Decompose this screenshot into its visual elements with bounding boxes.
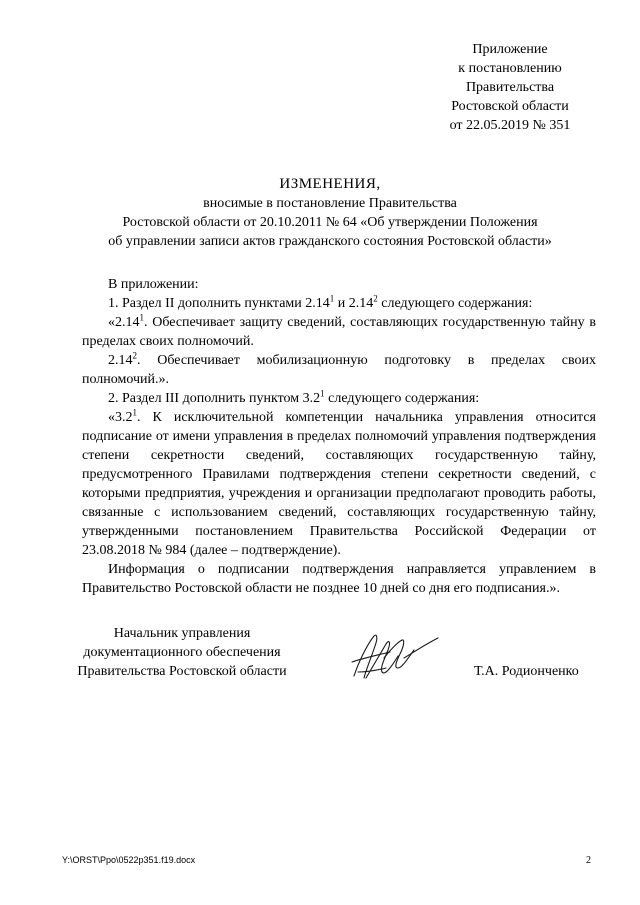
appendix-line: от 22.05.2019 № 351 — [449, 118, 571, 133]
paragraph-2-14-2 — [82, 351, 596, 389]
text-run: следующего содержания: — [377, 296, 533, 311]
file-path: Y:\ORST\Ppo\0522p351.f19.docx — [62, 855, 196, 865]
appendix-line: Ростовской области — [451, 99, 569, 114]
text-run: и 2.14 — [334, 296, 374, 311]
appendix-line: к постановлению — [458, 61, 562, 76]
superscript: 1 — [329, 293, 335, 304]
paragraph-3-2-1 — [82, 408, 596, 560]
text-run: . Обеспечивает защиту сведений, составляющих государственную тайну в пределах своих полномочий. — [82, 315, 596, 349]
appendix-line: Правительства — [465, 80, 555, 95]
signatory-name: Т.А. Родионченко — [474, 664, 579, 679]
appendix-line: Приложение — [472, 42, 548, 57]
text-run: «3.2 — [108, 410, 133, 425]
position-line: Начальник управления — [113, 626, 251, 641]
title-heading: ИЗМЕНЕНИЯ, — [279, 176, 381, 192]
superscript: 2 — [132, 350, 137, 361]
title-line: вносимые в постановление Правительства — [203, 196, 457, 211]
superscript: 2 — [373, 293, 378, 304]
handwritten-signature — [344, 628, 444, 686]
text-run: . Обеспечивает мобилизационную подготовку в пределах своих полномочий.». — [82, 353, 596, 387]
superscript: 1 — [139, 312, 144, 323]
item-1-paragraph — [82, 294, 596, 313]
text-run: 2.14 — [108, 353, 133, 368]
superscript: 1 — [320, 388, 325, 399]
text-run: 1. Раздел II дополнить пунктами 2.14 — [108, 296, 330, 311]
page-number: 2 — [586, 855, 591, 866]
item-2-paragraph — [82, 389, 596, 408]
paragraph-2-14-1 — [82, 313, 596, 351]
signatory-position — [62, 624, 302, 681]
title-line: Ростовской области от 20.10.2011 № 64 «Об утверждении Положения — [122, 215, 538, 230]
appendix-header — [420, 40, 600, 135]
position-line: Правительства Ростовской области — [77, 664, 287, 679]
text-run: «2.14 — [108, 315, 140, 330]
position-line: документационного обеспечения — [83, 645, 281, 660]
title-line: об управлении записи актов гражданского состояния Ростовской области» — [108, 234, 552, 249]
info-paragraph: Информация о подписании подтверждения направляется управлением в Правительство Ростовской области не позднее 10 дней со дня его подписания.». — [82, 562, 596, 596]
document-body — [82, 275, 596, 598]
intro-paragraph: В приложении: — [108, 277, 199, 292]
superscript: 1 — [132, 407, 137, 418]
document-title — [60, 175, 600, 251]
text-run: следующего содержания: — [324, 391, 480, 406]
text-run: 2. Раздел III дополнить пунктом 3.2 — [108, 391, 321, 406]
text-run: . К исключительной компетенции начальника управления относится подписание от имени управления в пределах полномочий управления подтверждения степени секретности сведений, составляющих государственную тайну, предусмотренного Правилами подтверждения степени секретности сведений, с которыми предприятия, учреждения и организации предполагают проводить работы, связанные с использованием сведений, составляющих государственную тайну, утвержденными постановлением Правительства Российской Федерации от 23.08.2018 № 984 (далее – подтверждение). — [82, 410, 596, 558]
